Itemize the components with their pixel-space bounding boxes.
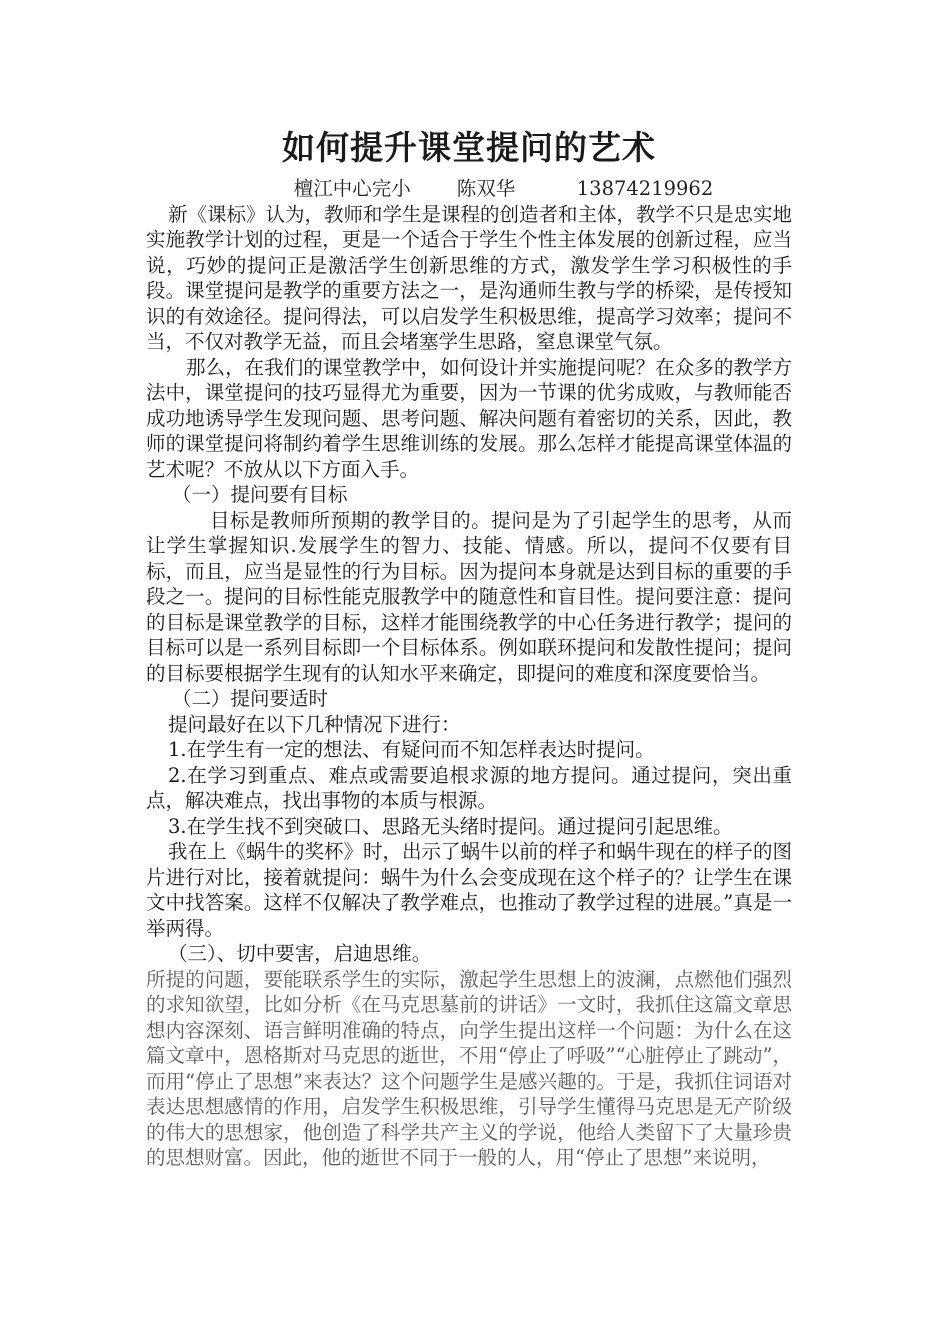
section-heading-2: （二）提问要适时 xyxy=(172,687,329,710)
list-item-2: 2.在学习到重点、难点或需要追根求源的地方提问。通过提问，突出重点，解决难点，找出事物的本质与根源。 xyxy=(146,763,792,812)
paragraph-question: 那么，在我们的课堂教学中，如何设计并实施提问呢？在众多的教学方法中，课堂提问的技巧显得尤为重要，因为一节课的优劣成败，与教师能否成功地诱导学生发现问题、思考问题、解决问题有着密切的关系，因此，教师的课堂提问将制约着学生思维训练的发展。那么怎样才能提高课堂体温的艺术呢？不放从以下方面入手。 xyxy=(146,355,792,481)
section-heading-3: （三）、切中要害，启迪思维。 xyxy=(168,942,432,965)
document-page xyxy=(146,126,792,1171)
paragraph-timing-intro: 提问最好在以下几种情况下进行： xyxy=(168,712,461,736)
paragraph-intro: 新《课标》认为，教师和学生是课程的创造者和主体，教学不只是忠实地实施教学计划的过程，更是一个适合于学生个性主体发展的创新过程，应当说，巧妙的提问正是激活学生创新思维的方式，激发学生学习积极性的手段。课堂提问是教学的重要方法之一，是沟通师生教与学的桥梁，是传授知识的有效途径。提问得法，可以启发学生积极思维，提高学习效率；提问不当，不仅对教学无益，而且会堵塞学生思路，窒息课堂气氛。 xyxy=(146,202,793,353)
byline-school: 檀江中心完小 xyxy=(293,177,411,200)
paragraph-goals: 目标是教师所预期的教学目的。提问是为了引起学生的思考，从而让学生掌握知识.发展学生的智力、技能、情感。所以，提问不仅要有目标，而且，应当是显性的行为目标。因为提问本身就是达到目标的重要的手段之一。提问的目标性能克服教学中的随意性和盲目性。提问要注意：提问的目标是课堂教学的目标，这样才能围绕教学的中心任务进行教学；提问的目标可以是一系列目标即一个目标体系。例如联环提问和发散性提问；提问的目标要根据学生现有的认知水平来确定，即提问的难度和深度要恰当。 xyxy=(146,508,792,685)
paragraph-example: 我在上《蜗牛的奖杯》时，出示了蜗牛以前的样子和蜗牛现在的样子的图片进行对比，接着就提问：蜗牛为什么会变成现在这个样子的？让学生在课文中找答案。这样不仅解决了教学难点，也推动了教学过程的进展。”真是一举两得。 xyxy=(146,840,793,940)
paragraph-key-points: 所提的问题，要能联系学生的实际，激起学生思想上的波澜，点燃他们强烈的求知欲望，比如分析《在马克思墓前的讲话》一文时，我抓住这篇文章思想内容深刻、语言鲜明准确的特点，向学生提出这样一个问题：为什么在这篇文章中，恩格斯对马克思的逝世，不用“停止了呼吸”“心脏停止了跳动”，而用“停止了思想”来表达？这个问题学生是感兴趣的。于是，我抓住词语对表达思想感情的作用，启发学生积极思维，引导学生懂得马克思是无产阶级的伟大的思想家，他创造了科学共产主义的学说，他给人类留下了大量珍贵的思想财富。因此，他的逝世不同于一般的人，用“停止了思想”来说明， xyxy=(146,967,792,1169)
list-item-3: 3.在学生找不到突破口、思路无头绪时提问。通过提问引起思维。 xyxy=(168,814,733,838)
byline xyxy=(146,176,792,202)
document-title: 如何提升课堂提问的艺术 xyxy=(282,128,656,167)
section-heading-1: （一）提问要有目标 xyxy=(172,483,348,506)
byline-author: 陈双华 xyxy=(456,177,516,200)
list-item-1: 1.在学生有一定的想法、有疑问而不知怎样表达时提问。 xyxy=(168,738,655,761)
byline-phone: 13874219962 xyxy=(576,177,714,200)
